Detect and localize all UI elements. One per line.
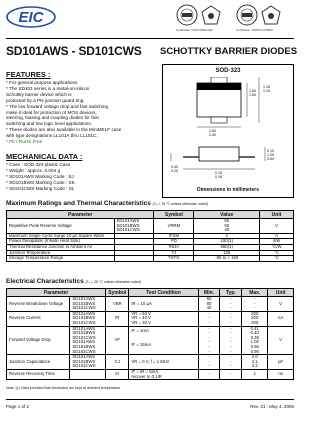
table-cell: SD101AWS SD101BWS SD101CWS [70, 355, 106, 370]
table-cell: IF = IR = 5mA, recover to 0.1IR [129, 369, 198, 379]
dim-label: 2.80 [209, 129, 216, 133]
page-subtitle: SCHOTTKY BARRIER DIODES [160, 46, 298, 57]
col-header: Typ. [220, 289, 242, 297]
table-cell: Storage Temperature Range [7, 256, 115, 262]
dim-label: 0.25 [171, 169, 178, 173]
table-cell: TSTG [154, 256, 194, 262]
table-cell: VR = 0 V, f = 1 MHz [129, 355, 198, 370]
table-cell: - [198, 369, 220, 379]
col-header: Symbol [106, 289, 129, 297]
table-cell: Junction Temperature [7, 250, 115, 256]
table-cell: 200 200 200 [242, 311, 268, 326]
features-heading: FEATURES : [6, 70, 51, 79]
mechanical-list [6, 162, 158, 192]
header-divider [6, 38, 294, 39]
dim-label-group [263, 85, 270, 93]
elec-condition: (Tₐ = 25 °C unless otherwise noted) [85, 280, 141, 284]
table-cell: 1 [242, 369, 268, 379]
dim-label: 0.10 [267, 149, 274, 153]
max-ratings-body [7, 219, 294, 262]
dim-label: 0.08 [215, 175, 222, 179]
table-row [7, 355, 294, 370]
table-cell: Reverse Breakdown Voltage [7, 297, 70, 312]
table-cell: - [220, 369, 242, 379]
certification-logos [174, 4, 294, 34]
feature-item: steering, biasing and coupling diodes for fast [6, 115, 99, 121]
table-cell: 650(1) [194, 244, 260, 250]
table-cell: 0.41 0.40 0.39 1.00 0.95 0.90 [242, 326, 268, 355]
table-cell: 125 [194, 250, 260, 256]
ukas-cert-icon [200, 4, 222, 26]
elec-body [7, 297, 294, 380]
table-cell: Thermal Resistance Junction to Ambient Air [7, 244, 115, 250]
dim-label: 0.15 [215, 171, 222, 175]
table-cell: V [268, 297, 294, 312]
table-row [7, 297, 294, 312]
page-number: Page 1 of 2 [6, 404, 30, 409]
cert-caption: Certificate: TW00/17276EM [236, 28, 273, 32]
col-header: Unit [268, 289, 294, 297]
dim-label-group [249, 89, 256, 97]
table-cell: - - - - - - [220, 326, 242, 355]
table-cell: - - - [220, 297, 242, 312]
table-cell: ns [268, 369, 294, 379]
col-header: Symbol [154, 211, 194, 219]
table-cell: nA [268, 311, 294, 326]
svg-text:EIC: EIC [18, 9, 44, 26]
dim-label-group [209, 129, 216, 137]
table-cell: SD101AWS SD101BWS SD101CWS [70, 297, 106, 312]
table-cell: SD101AWS SD101BWS SD101CWS [114, 219, 154, 234]
table-cell: 60 50 40 [194, 219, 260, 234]
elec-table [6, 288, 294, 380]
dim-label: 2.40 [209, 133, 216, 137]
revision-date: Rev. 01 : May 4, 2006 [250, 404, 294, 409]
feature-item: * For general purpose applications [6, 80, 78, 85]
table-cell: IR [106, 311, 129, 326]
dim-label: 1.15 [263, 89, 270, 93]
feature-item: * These diodes are also available in the MiniMELF case [6, 127, 122, 133]
col-header: Parameter [7, 289, 106, 297]
table-row [7, 219, 294, 234]
table-cell: PD [154, 239, 194, 245]
page-title: SD101AWS - SD101CWS [6, 44, 142, 58]
dim-label-group [171, 165, 178, 173]
table-cell: 60 50 40 [198, 297, 220, 312]
table-cell: - - - [242, 297, 268, 312]
table-cell: IFSM [154, 233, 194, 239]
col-header: Test Condition [129, 289, 198, 297]
feature-item: with type designations LL101A thru LL101C. [6, 133, 98, 139]
table-cell: Forward Voltage Drop [7, 326, 70, 355]
feature-item-rohs: * Pb / RoHS Free [6, 139, 43, 145]
table-cell: V [268, 326, 294, 355]
table-cell: VRRM [154, 219, 194, 234]
table-cell: - - - - - - [198, 326, 220, 355]
dim-label-group [215, 171, 222, 179]
sgs-cert-icon [176, 4, 198, 26]
table-cell: Reverse Current [7, 311, 70, 326]
features-list [6, 80, 158, 145]
elec-title-text: Electrical Characteristics [6, 278, 84, 285]
mechanical-item: * SD101BWS Marking Code : SK [6, 179, 75, 185]
table-cell: °C [260, 250, 294, 256]
table-row [7, 369, 294, 379]
feature-item: * The SD101 series is a metal-on-silicon [6, 85, 90, 91]
package-dimensions-note: Dimensions in millimeters [197, 187, 259, 193]
col-header: Max. [242, 289, 268, 297]
dim-label: 1.00 [267, 153, 274, 157]
dim-label: 1.80 [249, 89, 256, 93]
max-ratings-title [6, 200, 208, 207]
col-header: Unit [260, 211, 294, 219]
table-cell: A [260, 233, 294, 239]
dim-label: 0.40 [171, 165, 178, 169]
table-cell: IR = 10 µA [129, 297, 198, 312]
table-cell: Power Dissipation (Infinite Heat Sink) [7, 239, 115, 245]
table-cell: CJ [106, 355, 129, 370]
feature-item: switching and low logic level applications. [6, 121, 92, 127]
table-cell: Junction Capacitance [7, 355, 70, 370]
table-cell: VBR [106, 297, 129, 312]
table-cell: pF [268, 355, 294, 370]
table-cell: - - - [220, 355, 242, 370]
table-cell [70, 369, 106, 379]
eic-logo [6, 6, 56, 28]
ukas-cert-icon [260, 4, 282, 26]
table-cell: 150(1) [194, 239, 260, 245]
feature-item: protected by a PN junction guard ring. [6, 97, 85, 103]
table-row [7, 256, 294, 262]
table-note: Note: (1) Valid provided that electrodes are kept at ambient temperature. [6, 386, 122, 390]
table-cell: mW [260, 239, 294, 245]
table-cell: °C/W [260, 244, 294, 250]
col-header: Value [194, 211, 260, 219]
table-cell: °C [260, 256, 294, 262]
col-header: Min. [198, 289, 220, 297]
dim-label-group [267, 149, 274, 161]
table-cell: RθJA [154, 244, 194, 250]
table-cell: - - - [198, 355, 220, 370]
table-cell: VR = 50 V VR = 40 V VR = 30 V [129, 311, 198, 326]
dim-label: 1.35 [263, 85, 270, 89]
table-cell: Repetitive Peak Reverse Voltage [7, 219, 115, 234]
dim-label: 0.80 [267, 157, 274, 161]
feature-item: * The low forward voltage drop and fast switching [6, 103, 109, 109]
table-cell: -55 to + 150 [194, 256, 260, 262]
footer-divider [6, 399, 294, 400]
col-header: Parameter [7, 211, 154, 219]
feature-item: make it ideal for protection of MOS devices, [6, 109, 97, 115]
feature-item: Schottky barrier device which is [6, 91, 72, 97]
table-header-row [7, 289, 294, 297]
dim-label: 1.60 [249, 93, 256, 97]
table-cell: SD101AWS SD101BWS SD101CWS [70, 311, 106, 326]
table-cell: 2 [194, 233, 260, 239]
table-cell: V [260, 219, 294, 234]
table-row [7, 326, 294, 355]
table-cell: 2.0 2.1 2.2 [242, 355, 268, 370]
mechanical-item: * Weight : approx. 0.004 g [6, 167, 61, 173]
elec-title [6, 278, 141, 285]
max-ratings-condition: (Tₐ = 25 °C unless otherwise noted) [152, 202, 208, 206]
max-ratings-table [6, 210, 294, 262]
table-cell: IF = 1mA IF = 15mA [129, 326, 198, 355]
table-cell: - - - [220, 311, 242, 326]
package-name: SOD-323 [215, 68, 241, 74]
package-drawing [162, 64, 294, 198]
sgs-cert-icon [236, 4, 258, 26]
table-cell: Maximum Single Cycle Surge 10 µs Square Wave [7, 233, 115, 239]
table-cell [114, 256, 154, 262]
cert-caption: Certificate: TH97/10561QM [176, 28, 213, 32]
max-ratings-title-text: Maximum Ratings and Thermal Characteristics [6, 200, 151, 207]
mechanical-item: * SD101CWS Marking Code : SL [6, 185, 75, 191]
table-cell: - - - [198, 311, 220, 326]
package-outline-diagram [167, 77, 291, 185]
table-cell: Reverse Recovery Time [7, 369, 70, 379]
mechanical-item: * Case : SOD-323 plastic Case [6, 162, 71, 167]
table-cell: trr [106, 369, 129, 379]
table-cell: VF [106, 326, 129, 355]
table-header-row [7, 211, 294, 219]
mechanical-item: * SD101AWS Marking Code : SJ [6, 173, 74, 179]
table-cell: SD101AWS SD101BWS SD101CWS SD101AWS SD101BWS SD101CWS [70, 326, 106, 355]
table-row [7, 311, 294, 326]
table-cell: TJ [154, 250, 194, 256]
mechanical-heading: MECHANICAL DATA : [6, 152, 83, 161]
